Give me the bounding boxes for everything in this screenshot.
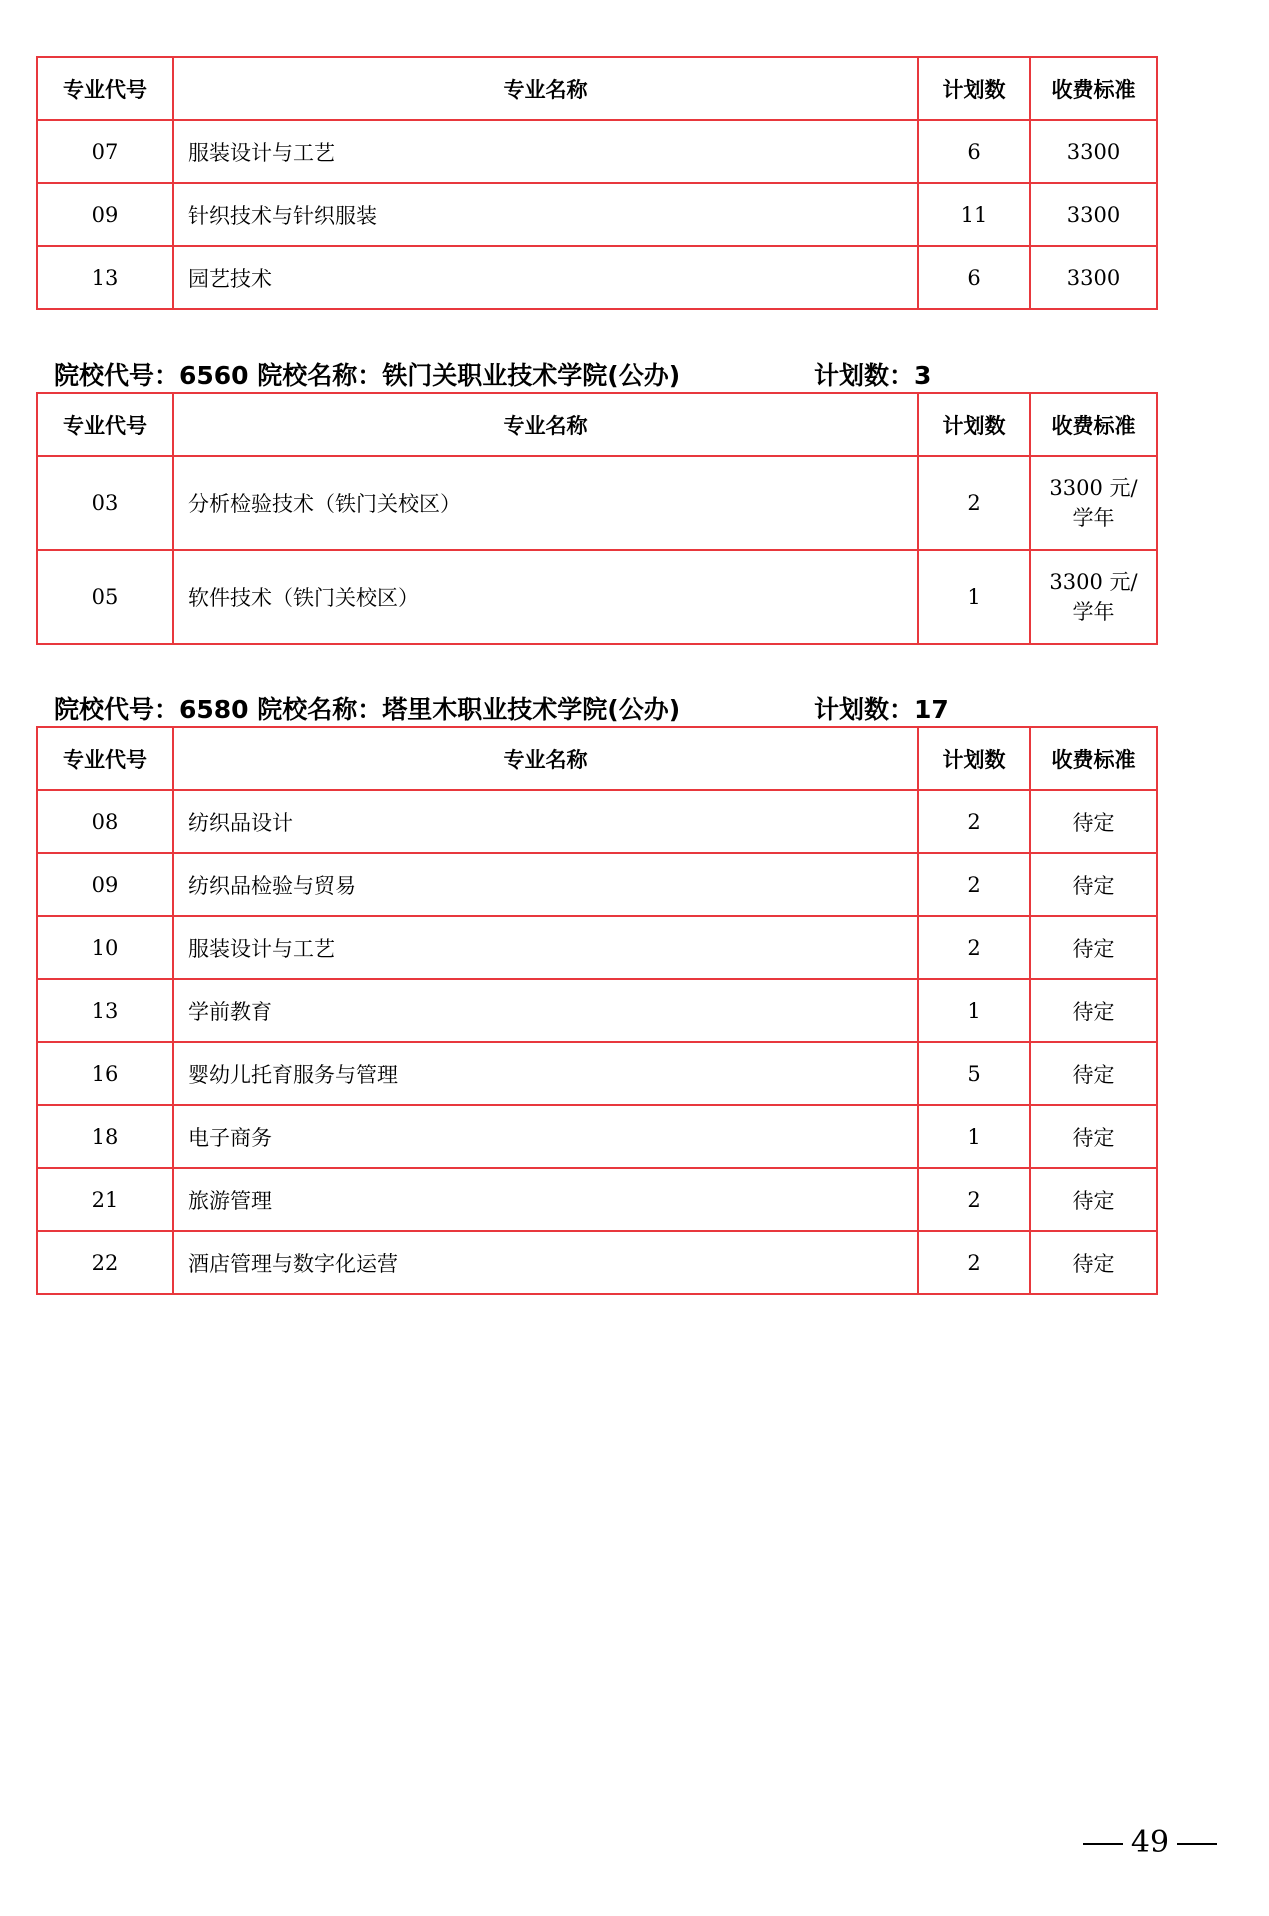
cell-name: 酒店管理与数字化运营	[173, 1231, 918, 1294]
cell-name: 分析检验技术（铁门关校区）	[173, 456, 918, 550]
table-row	[37, 246, 1157, 309]
header-name: 专业名称	[173, 57, 918, 120]
table-row	[37, 1042, 1157, 1105]
cell-name: 学前教育	[173, 979, 918, 1042]
cell-code: 13	[37, 979, 173, 1042]
table-row	[37, 1168, 1157, 1231]
cell-name: 针织技术与针织服装	[173, 183, 918, 246]
cell-fee: 3300	[1030, 120, 1157, 183]
cell-fee: 3300	[1030, 246, 1157, 309]
table-header-row	[37, 727, 1157, 790]
table-row	[37, 979, 1157, 1042]
table-header-row	[37, 393, 1157, 456]
cell-plan: 1	[918, 979, 1030, 1042]
page-number-value: 49	[1130, 1825, 1170, 1860]
cell-plan: 2	[918, 1231, 1030, 1294]
cell-fee: 待定	[1030, 979, 1157, 1042]
cell-fee: 待定	[1030, 1231, 1157, 1294]
cell-fee: 待定	[1030, 790, 1157, 853]
table-row	[37, 1231, 1157, 1294]
cell-name: 婴幼儿托育服务与管理	[173, 1042, 918, 1105]
header-name: 专业名称	[173, 727, 918, 790]
cell-code: 08	[37, 790, 173, 853]
table-row	[37, 550, 1157, 644]
school-plan-total: 计划数：17	[814, 695, 949, 724]
table-row	[37, 120, 1157, 183]
cell-plan: 5	[918, 1042, 1030, 1105]
cell-plan: 2	[918, 853, 1030, 916]
header-fee: 收费标准	[1030, 393, 1157, 456]
cell-plan: 6	[918, 120, 1030, 183]
cell-code: 18	[37, 1105, 173, 1168]
cell-fee: 待定	[1030, 1105, 1157, 1168]
header-code: 专业代号	[37, 57, 173, 120]
header-plan: 计划数	[918, 57, 1030, 120]
page-dash-left	[1083, 1843, 1123, 1845]
cell-code: 03	[37, 456, 173, 550]
cell-plan: 2	[918, 916, 1030, 979]
table-row	[37, 853, 1157, 916]
cell-name: 服装设计与工艺	[173, 916, 918, 979]
header-plan: 计划数	[918, 393, 1030, 456]
cell-fee: 待定	[1030, 1042, 1157, 1105]
cell-name: 纺织品设计	[173, 790, 918, 853]
cell-name: 旅游管理	[173, 1168, 918, 1231]
table-row	[37, 456, 1157, 550]
fee-line-2: 学年	[1072, 600, 1115, 624]
header-code: 专业代号	[37, 393, 173, 456]
cell-fee: 待定	[1030, 853, 1157, 916]
table-row	[37, 790, 1157, 853]
cell-code: 05	[37, 550, 173, 644]
cell-plan: 11	[918, 183, 1030, 246]
school-plan-total: 计划数：3	[814, 361, 932, 390]
cell-code: 09	[37, 853, 173, 916]
cell-plan: 6	[918, 246, 1030, 309]
header-plan: 计划数	[918, 727, 1030, 790]
cell-code: 13	[37, 246, 173, 309]
school-heading-6580	[54, 690, 1154, 726]
cell-code: 21	[37, 1168, 173, 1231]
school-info: 院校代号：6580 院校名称：塔里木职业技术学院(公办)	[54, 695, 681, 724]
cell-code: 22	[37, 1231, 173, 1294]
table-header-row	[37, 57, 1157, 120]
cell-name: 纺织品检验与贸易	[173, 853, 918, 916]
cell-fee	[1030, 550, 1157, 644]
cell-plan: 1	[918, 550, 1030, 644]
cell-name: 服装设计与工艺	[173, 120, 918, 183]
cell-plan: 1	[918, 1105, 1030, 1168]
table-row	[37, 1105, 1157, 1168]
cell-plan: 2	[918, 456, 1030, 550]
table-row	[37, 916, 1157, 979]
cell-fee: 待定	[1030, 1168, 1157, 1231]
cell-code: 09	[37, 183, 173, 246]
header-code: 专业代号	[37, 727, 173, 790]
school-info: 院校代号：6560 院校名称：铁门关职业技术学院(公办)	[54, 361, 681, 390]
cell-code: 16	[37, 1042, 173, 1105]
cell-fee	[1030, 456, 1157, 550]
header-name: 专业名称	[173, 393, 918, 456]
cell-plan: 2	[918, 790, 1030, 853]
page-number	[1070, 1825, 1230, 1865]
cell-name: 软件技术（铁门关校区）	[173, 550, 918, 644]
table-school-6580	[36, 726, 1158, 1295]
cell-code: 10	[37, 916, 173, 979]
cell-name: 电子商务	[173, 1105, 918, 1168]
cell-fee: 3300	[1030, 183, 1157, 246]
table-school-6560	[36, 392, 1158, 645]
fee-line-1: 3300 元/	[1049, 476, 1138, 500]
cell-name: 园艺技术	[173, 246, 918, 309]
cell-fee: 待定	[1030, 916, 1157, 979]
cell-plan: 2	[918, 1168, 1030, 1231]
fee-line-2: 学年	[1072, 506, 1115, 530]
table-row	[37, 183, 1157, 246]
fee-line-1: 3300 元/	[1049, 570, 1138, 594]
table-continued	[36, 56, 1158, 310]
school-heading-6560	[54, 356, 1154, 392]
header-fee: 收费标准	[1030, 57, 1157, 120]
header-fee: 收费标准	[1030, 727, 1157, 790]
cell-code: 07	[37, 120, 173, 183]
page-dash-right	[1177, 1843, 1217, 1845]
